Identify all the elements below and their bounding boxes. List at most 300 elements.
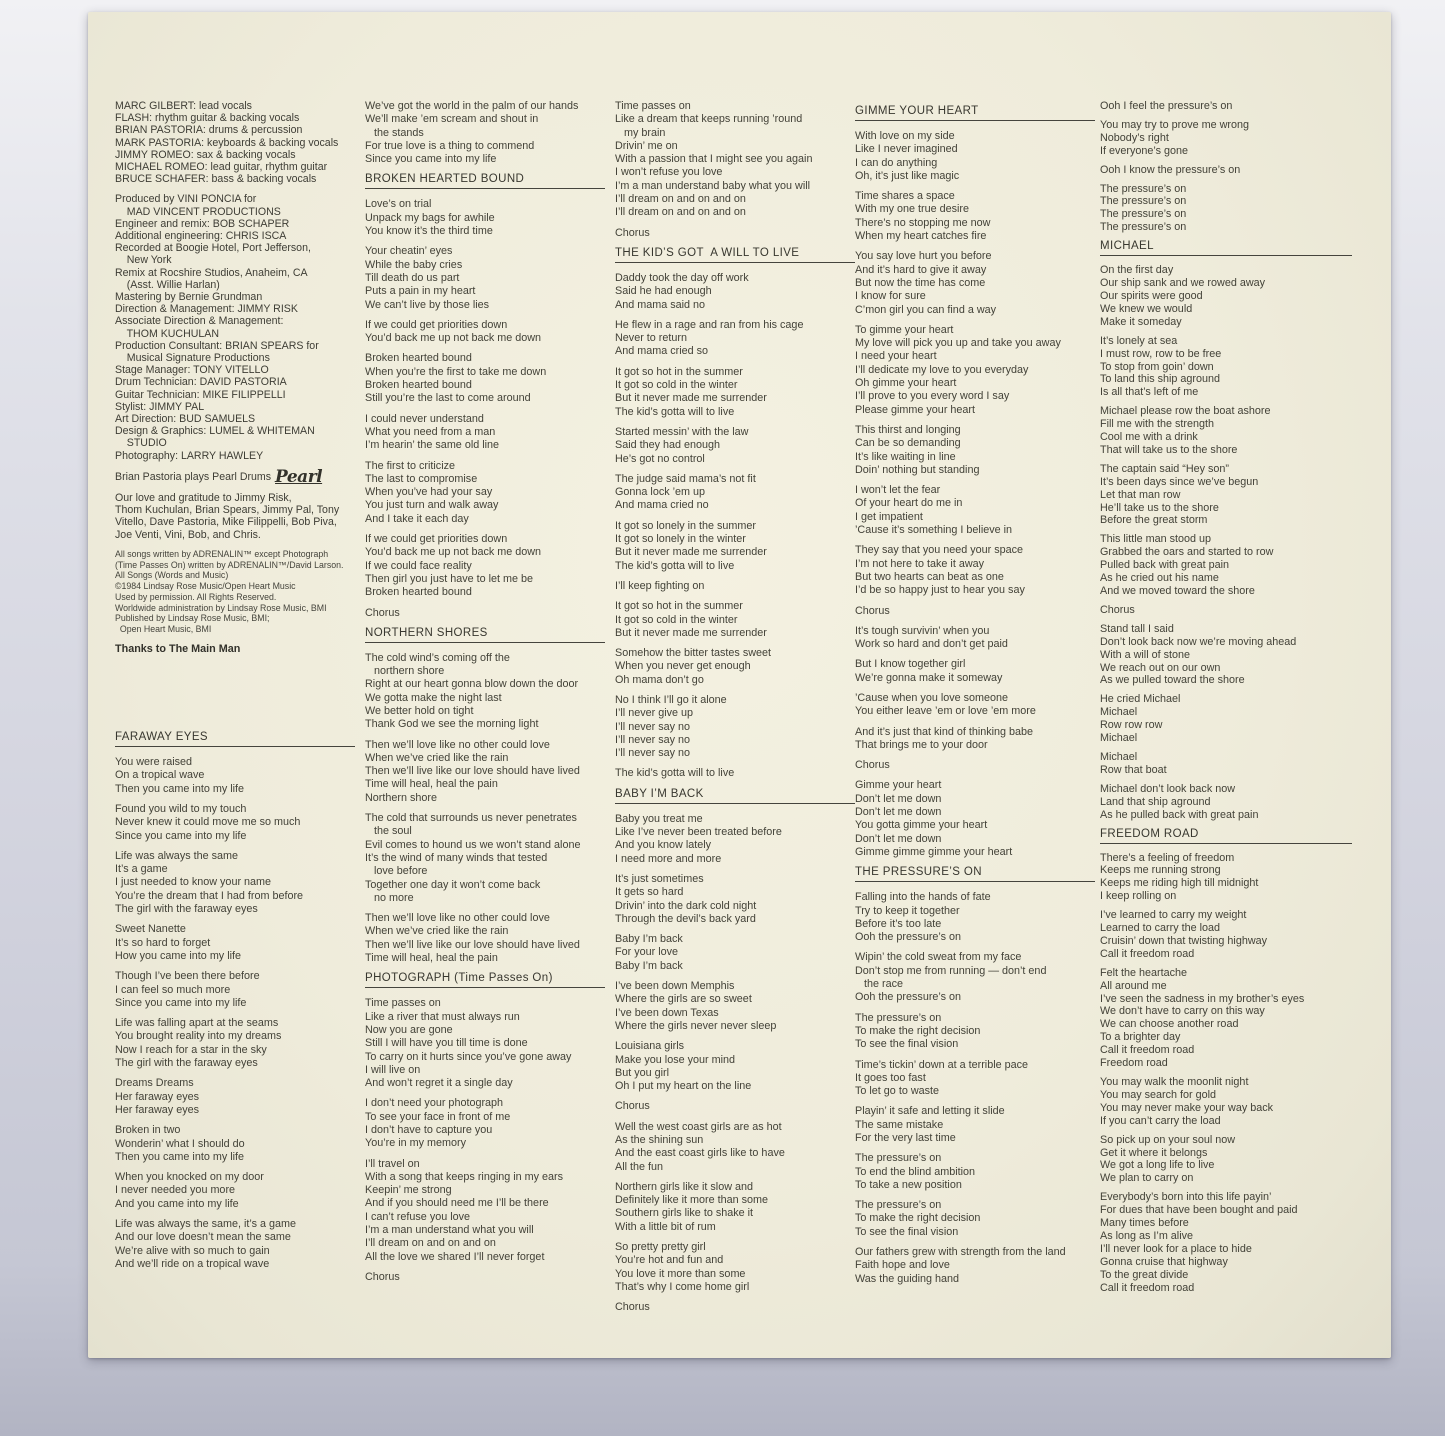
lyric-stanza: [115, 1124, 355, 1164]
lyric-line: Since you came into my life: [115, 829, 247, 842]
lyric-line: Our fathers grew with strength from the land: [855, 1246, 1066, 1259]
lyric-line: And the east coast girls like to have: [615, 1147, 785, 1160]
lyric-line: Her faraway eyes: [115, 1103, 200, 1116]
credit-line: All songs written by ADRENALIN™ except Photograph: [115, 548, 329, 559]
lyric-line: Don’t let me down: [855, 832, 942, 845]
lyric-line: Make it someday: [1100, 315, 1182, 328]
lyric-line: The cold wind’s coming off the: [365, 651, 510, 664]
lyric-line: It got so lonely in the summer: [615, 519, 757, 532]
lyric-line: Then you came into my life: [115, 782, 245, 795]
lyric-stanza: [615, 520, 855, 573]
lyric-line: I get impatient: [855, 510, 923, 523]
lyric-line: Felt the heartache: [1100, 966, 1188, 979]
credit-line: (Asst. Willie Harlan): [115, 278, 220, 291]
lyric-stanza: [1100, 335, 1352, 400]
lyric-stanza: [1100, 852, 1352, 904]
lyric-line: Time will heal, heal the pain: [365, 778, 498, 791]
lyric-line: We got a long life to live: [1100, 1159, 1215, 1172]
lyric-stanza: [115, 1017, 355, 1070]
copyright-block: [115, 549, 355, 635]
lyric-line: I can’t refuse you love: [365, 1210, 471, 1223]
lyric-line: The same mistake: [855, 1118, 944, 1131]
lyric-line: The cold that surrounds us never penetrates: [365, 812, 577, 825]
lyric-line: Gimme your heart: [855, 779, 942, 792]
lyric-line: To make the right decision: [855, 1212, 981, 1225]
lyric-line: Of your heart do me in: [855, 497, 963, 510]
lyric-line: I’ve seen the sadness in my brother’s eyes: [1100, 992, 1305, 1005]
lyric-line: When you’re the first to take me down: [365, 365, 547, 378]
lyric-line: The judge said mama’s not fit: [615, 472, 756, 485]
lyric-line: As he cried out his name: [1100, 572, 1219, 585]
lyric-line: the race: [855, 978, 904, 991]
credit-line: Drum Technician: DAVID PASTORIA: [115, 376, 287, 389]
lyric-line: I’ll dedicate my love to you everyday: [855, 363, 1029, 376]
lyric-stanza: [855, 250, 1095, 316]
lyric-line: It goes too fast: [855, 1071, 926, 1084]
lyric-line: I’m hearin’ the same old line: [365, 439, 500, 452]
lyric-line: Now you are gone: [365, 1023, 453, 1036]
lyric-line: The girl with the faraway eyes: [115, 903, 258, 916]
song-title: BROKEN HEARTED BOUND: [365, 173, 605, 189]
lyric-line: Michael: [1100, 750, 1138, 763]
lyric-stanza: [615, 813, 855, 866]
lyric-line: As we pulled toward the shore: [1100, 674, 1245, 687]
lyric-stanza: [855, 692, 1095, 719]
lyric-stanza: [855, 130, 1095, 183]
credit-line: Remix at Rocshire Studios, Anaheim, CA: [115, 266, 308, 279]
lyric-line: Though I’ve been there before: [115, 970, 260, 983]
credit-line: Worldwide administration by Lindsay Rose Music, BMI: [115, 602, 327, 613]
lyric-line: You just turn and walk away: [365, 499, 499, 512]
credit-line: Stylist: JIMMY PAL: [115, 400, 205, 413]
lyric-stanza: [115, 923, 355, 963]
lyric-line: That’s why I come home girl: [615, 1280, 750, 1293]
lyric-line: love before: [365, 865, 428, 878]
lyric-line: You’re in my memory: [365, 1137, 467, 1150]
lyric-stanza: [855, 190, 1095, 243]
lyric-line: He flew in a rage and ran from his cage: [615, 318, 804, 331]
lyric-stanza: [855, 1059, 1095, 1099]
lyric-line: You may search for gold: [1100, 1088, 1217, 1101]
lyric-stanza: [615, 272, 855, 312]
lyric-line: On a tropical wave: [115, 769, 205, 782]
lyric-line: But now the time has come: [855, 276, 986, 289]
lyric-stanza: [365, 739, 605, 805]
lyric-line: I’ll keep fighting on: [615, 579, 705, 592]
lyric-stanza: [365, 812, 605, 905]
lyric-line: He cried Michael: [1100, 693, 1181, 706]
lyric-line: That brings me to your door: [855, 738, 988, 751]
lyric-line: You’d back me up not back me down: [365, 546, 542, 559]
lyric-line: Faith hope and love: [855, 1259, 950, 1272]
credit-line: THOM KUCHULAN: [115, 327, 219, 340]
lyric-line: The pressure’s on: [1100, 182, 1187, 195]
lyric-line: With my one true desire: [855, 203, 970, 216]
lyric-line: I’ve been down Texas: [615, 1006, 719, 1019]
lyric-line: The kid’s gotta will to live: [615, 405, 735, 418]
lyric-line: Baby I’m back: [615, 959, 683, 972]
lyric-stanza: [615, 933, 855, 973]
lyric-stanza: [855, 1152, 1095, 1192]
lyric-line: And mama cried so: [615, 345, 709, 358]
lyric-line: And won’t regret it a single day: [365, 1077, 513, 1090]
lyric-line: Oh I put my heart on the line: [615, 1080, 752, 1093]
lyric-line: Found you wild to my touch: [115, 802, 247, 815]
lyric-line: Northern shore: [365, 791, 438, 804]
lyric-line: Love’s on trial: [365, 198, 432, 211]
lyric-line: All the love we shared I’ll never forget: [365, 1250, 545, 1263]
lyric-line: And mama said no: [615, 298, 706, 311]
lyric-line: We don’t have to carry on this way: [1100, 1005, 1265, 1018]
credit-line: BRIAN PASTORIA: drums & percussion: [115, 124, 303, 137]
lyric-stanza: [615, 767, 855, 780]
lyric-stanza: [615, 1181, 855, 1234]
lyric-line: I’d be so happy just to hear you say: [855, 584, 1025, 597]
song-title: FREEDOM ROAD: [1100, 828, 1352, 844]
lyric-line: Ooh the pressure’s on: [855, 991, 962, 1004]
credit-line: STUDIO: [115, 437, 167, 450]
lyric-line: For your love: [615, 946, 679, 959]
lyric-line: As the shining sun: [615, 1134, 704, 1146]
lyric-stanza: [1100, 183, 1352, 235]
lyric-line: my brain: [615, 126, 666, 139]
lyric-line: I must row, row to be free: [1100, 347, 1222, 360]
lyric-stanza: [365, 533, 605, 599]
lyric-stanza: [855, 759, 1095, 772]
lyric-column: [615, 100, 855, 1344]
lyric-line: I could never understand: [365, 412, 484, 425]
lyric-line: We knew we would: [1100, 302, 1193, 315]
lyric-line: Life was always the same, it’s a game: [115, 1217, 297, 1230]
lyric-line: The kid’s gotta will to live: [615, 559, 735, 572]
credit-line: (Time Passes On) written by ADRENALIN™/David Larson.: [115, 559, 344, 570]
lyric-line: With a passion that I might see you again: [615, 153, 813, 166]
lyric-line: Michael: [1100, 732, 1138, 745]
lyric-line: But you girl: [615, 1066, 670, 1079]
lyric-line: As he pulled back with great pain: [1100, 808, 1259, 821]
lyric-line: With love on my side: [855, 130, 955, 142]
lyric-stanza: [615, 227, 855, 240]
lyric-line: To stop from goin’ down: [1100, 360, 1214, 373]
lyric-line: There’s no stopping me now: [855, 216, 991, 229]
lyric-line: To let go to waste: [855, 1085, 940, 1098]
lyric-line: To end the blind ambition: [855, 1165, 976, 1178]
lyric-stanza: [615, 600, 855, 640]
lyric-line: And you came into my life: [115, 1197, 239, 1210]
lyric-line: You’re the dream that I had from before: [115, 889, 304, 902]
lyric-stanza: [365, 352, 605, 405]
lyric-stanza: [365, 100, 605, 166]
credit-line: Photography: LARRY HAWLEY: [115, 449, 264, 462]
lyric-stanza: [1100, 533, 1352, 598]
lyric-line: Thank God we see the morning light: [365, 718, 539, 731]
lyric-line: Row row row: [1100, 719, 1163, 732]
spacer: [115, 664, 355, 726]
lyric-line: Wipin’ the cold sweat from my face: [855, 951, 1022, 964]
lyric-line: The first to criticize: [365, 459, 455, 472]
lyric-line: And if you should need me I’ll be there: [365, 1197, 549, 1210]
lyric-line: Michael don’t look back now: [1100, 782, 1236, 795]
lyric-line: This thirst and longing: [855, 423, 961, 436]
lyric-stanza: [615, 366, 855, 419]
lyric-line: I keep rolling on: [1100, 890, 1177, 903]
lyric-line: Time will heal, heal the pain: [365, 952, 498, 965]
lyric-stanza: [615, 100, 855, 220]
lyric-line: Life was always the same: [115, 849, 239, 862]
lyric-line: You may never make your way back: [1100, 1101, 1274, 1114]
credit-line: MARK PASTORIA: keyboards & backing vocals: [115, 136, 339, 149]
lyric-line: Together one day it won’t come back: [365, 878, 541, 891]
lyric-stanza: [615, 873, 855, 926]
lyric-line: To gimme your heart: [855, 323, 954, 336]
lyric-stanza: [1100, 623, 1352, 688]
lyric-line: Michael please row the boat ashore: [1100, 405, 1271, 418]
lyric-line: Was the guiding hand: [855, 1272, 960, 1285]
lyric-line: It’s just sometimes: [615, 872, 704, 885]
lyric-line: Get it where it belongs: [1100, 1146, 1208, 1159]
credit-line: Additional engineering: CHRIS ISCA: [115, 230, 287, 243]
lyric-line: Since you came into my life: [365, 153, 497, 166]
lyric-line: Stand tall I said: [1100, 622, 1174, 635]
lyric-line: Then we’ll live like our love should have lived: [365, 765, 580, 778]
lyric-stanza: [1100, 100, 1352, 113]
lyric-line: As long as I’m alive: [1100, 1229, 1194, 1242]
lyric-line: I can do anything: [855, 156, 938, 169]
lyric-line: Like a river that must always run: [365, 1010, 520, 1023]
lyric-line: Try to keep it together: [855, 904, 960, 917]
credit-line: MAD VINCENT PRODUCTIONS: [115, 205, 281, 218]
lyric-line: You know it’s the third time: [365, 225, 493, 238]
lyric-line: For dues that have been bought and paid: [1100, 1204, 1298, 1217]
lyric-stanza: [855, 625, 1095, 652]
lyric-line: Then you came into my life: [115, 1150, 245, 1163]
lyric-line: You’d back me up not back me down: [365, 332, 542, 345]
lyric-line: Time’s tickin’ down at a terrible pace: [855, 1058, 1029, 1071]
credit-line: Thom Kuchulan, Brian Spears, Jimmy Pal, Tony: [115, 504, 340, 517]
lyric-line: Broken hearted bound: [365, 352, 472, 365]
credit-line: Joe Venti, Vini, Bob, and Chris.: [115, 528, 261, 541]
lyric-line: You’re hot and fun and: [615, 1254, 724, 1267]
credit-line: Guitar Technician: MIKE FILIPPELLI: [115, 388, 286, 401]
lyric-line: When you’ve had your say: [365, 486, 493, 499]
lyric-line: Then we’ll love like no other could love: [365, 912, 550, 925]
lyric-line: And you know lately: [615, 839, 712, 852]
lyric-line: Is all that’s left of me: [1100, 386, 1199, 399]
credit-line: Stage Manager: TONY VITELLO: [115, 364, 269, 377]
lyric-line: To a brighter day: [1100, 1031, 1181, 1044]
lyric-line: Chorus: [855, 604, 890, 617]
lyric-line: To make the right decision: [855, 1024, 981, 1037]
credit-line: Recorded at Boogie Hotel, Port Jefferson,: [115, 242, 311, 255]
lyric-line: Gimme gimme gimme your heart: [855, 845, 1013, 858]
credits-block: [115, 193, 355, 461]
lyric-line: Baby you treat me: [615, 812, 703, 825]
lyric-line: With a will of stone: [1100, 648, 1191, 661]
lyric-line: He’ll take us to the shore: [1100, 501, 1219, 514]
song-title: GIMME YOUR HEART: [855, 105, 1095, 121]
lyric-line: We can’t live by those lies: [365, 298, 490, 311]
lyric-line: To take a new position: [855, 1178, 962, 1191]
lyric-column: [1100, 100, 1352, 1344]
lyric-line: Gonna cruise that highway: [1100, 1255, 1228, 1268]
lyric-line: Freedom road: [1100, 1057, 1168, 1070]
lyric-line: On the first day: [1100, 264, 1174, 277]
lyric-line: Wonderin’ what I should do: [115, 1137, 245, 1150]
lyric-line: the soul: [365, 825, 412, 838]
lyric-line: But it never made me surrender: [615, 546, 767, 559]
lyric-line: Then we’ll love like no other could love: [365, 738, 550, 751]
lyric-line: I’ll dream on and on and on: [365, 1237, 496, 1250]
lyric-line: We gotta make the night last: [365, 691, 502, 704]
lyric-line: Call it freedom road: [1100, 1044, 1195, 1057]
lyric-stanza: [855, 544, 1095, 597]
lyric-line: Unpack my bags for awhile: [365, 211, 495, 224]
lyric-line: Fill me with the strength: [1100, 418, 1215, 431]
lyric-line: Right at our heart gonna blow down the door: [365, 678, 579, 691]
lyric-stanza: [365, 912, 605, 965]
lyric-line: Learned to carry the load: [1100, 922, 1221, 935]
lyric-line: It’s lonely at sea: [1100, 334, 1178, 347]
lyric-line: But I know together girl: [855, 658, 966, 671]
lyric-line: If everyone’s gone: [1100, 144, 1189, 157]
lyric-line: northern shore: [365, 665, 445, 678]
lyric-line: no more: [365, 891, 414, 904]
lyric-line: When you knocked on my door: [115, 1171, 264, 1184]
lyric-line: Where the girls never never sleep: [615, 1019, 777, 1032]
lyric-line: Like I’ve never been treated before: [615, 826, 782, 839]
credit-line: Our love and gratitude to Jimmy Risk,: [115, 491, 292, 504]
lyric-line: We plan to carry on: [1100, 1172, 1194, 1185]
lyric-line: You gotta gimme your heart: [855, 819, 988, 832]
lyric-line: I know for sure: [855, 290, 926, 303]
song-title: NORTHERN SHORES: [365, 627, 605, 643]
lyric-line: We’ve got the world in the palm of our hands: [365, 100, 579, 112]
lyric-line: Still I will have you till time is done: [365, 1037, 528, 1050]
lyric-line: When you never get enough: [615, 660, 751, 673]
lyric-line: Ooh the pressure’s on: [855, 931, 962, 944]
lyric-line: The captain said “Hey son”: [1100, 462, 1230, 475]
lyric-line: Evil comes to hound us we won’t stand alone: [365, 838, 581, 851]
lyric-line: ’Cause it’s something I believe in: [855, 524, 1013, 537]
lyric-line: Let that man row: [1100, 488, 1181, 501]
lyric-line: All the fun: [615, 1160, 664, 1173]
lyric-column: [115, 100, 355, 1344]
lyric-line: Louisiana girls: [615, 1040, 685, 1053]
lyric-line: Many times before: [1100, 1217, 1189, 1230]
lyric-line: It’s like waiting in line: [855, 450, 956, 463]
credit-line: MARC GILBERT: lead vocals: [115, 100, 252, 112]
credit-line: Direction & Management: JIMMY RISK: [115, 303, 298, 316]
lyric-line: Time shares a space: [855, 190, 955, 203]
lyric-line: Land that ship aground: [1100, 795, 1211, 808]
lyric-line: Can be so demanding: [855, 437, 961, 450]
lyric-line: I can feel so much more: [115, 983, 231, 996]
lyric-stanza: [1100, 264, 1352, 329]
lyric-line: I don’t have to capture you: [365, 1124, 493, 1136]
credit-line: FLASH: rhythm guitar & backing vocals: [115, 112, 300, 125]
lyric-line: The girl with the faraway eyes: [115, 1057, 258, 1070]
credit-line: BRUCE SCHAFER: bass & backing vocals: [115, 173, 317, 186]
lyric-line: It got so hot in the summer: [615, 600, 743, 613]
lyric-line: Her faraway eyes: [115, 1090, 200, 1103]
lyric-line: Baby I’m back: [615, 933, 683, 946]
lyric-line: Till death do us part: [365, 271, 460, 284]
lyric-stanza: [365, 607, 605, 620]
lyric-line: They say that you need your space: [855, 544, 1024, 557]
lyric-line: Cruisin’ down that twisting highway: [1100, 934, 1268, 947]
lyric-line: The pressure’s on: [1100, 208, 1187, 221]
credit-line: Brian Pastoria plays Pearl Drums: [115, 470, 272, 483]
lyric-line: I’ll never say no: [615, 720, 691, 733]
lyric-line: My love will pick you up and take you away: [855, 337, 1061, 350]
lyric-line: And it’s hard to give it away: [855, 263, 987, 276]
lyric-line: You were raised: [115, 756, 193, 769]
lyric-line: If you can’t carry the load: [1100, 1114, 1221, 1127]
lyric-line: There’s a feeling of freedom: [1100, 851, 1235, 864]
pearl-drums-credit: [115, 466, 355, 487]
credit-line: All Songs (Words and Music): [115, 570, 229, 581]
lyric-line: I’ll never say no: [615, 733, 691, 746]
lyric-stanza: [615, 647, 855, 687]
lyric-line: Ooh I feel the pressure’s on: [1100, 100, 1233, 112]
song-title: THE PRESSURE’S ON: [855, 866, 1095, 882]
lyric-line: So pick up on your soul now: [1100, 1133, 1236, 1146]
lyric-line: Make you lose your mind: [615, 1053, 736, 1066]
lyric-stanza: [365, 1097, 605, 1150]
lyric-line: Now I reach for a star in the sky: [115, 1043, 267, 1056]
credit-line: MICHAEL ROMEO: lead guitar, rhythm guitar: [115, 161, 328, 174]
credit-line: Open Heart Music, BMI: [115, 624, 212, 635]
lyric-line: Keeps me riding high till midnight: [1100, 877, 1259, 890]
lyric-line: Chorus: [365, 1270, 400, 1283]
lyric-line: It gets so hard: [615, 886, 684, 899]
lyric-stanza: [855, 605, 1095, 618]
lyric-line: I’ll travel on: [365, 1157, 420, 1170]
lyric-stanza: [615, 580, 855, 593]
lyric-line: Like a dream that keeps running ’round: [615, 113, 803, 126]
lyric-line: And I take it each day: [365, 512, 469, 525]
lyric-line: Our ship sank and we rowed away: [1100, 277, 1266, 290]
lyric-line: We’re gonna make it someway: [855, 671, 1003, 684]
lyric-line: Gonna lock ’em up: [615, 486, 706, 499]
song-title: FARAWAY EYES: [115, 731, 355, 747]
lyric-line: Through the devil’s back yard: [615, 912, 756, 925]
lyric-line: It’s a game: [115, 863, 168, 876]
lyric-line: And we moved toward the shore: [1100, 585, 1255, 597]
lyric-line: Keepin’ me strong: [365, 1184, 452, 1197]
lyric-line: I’m not here to take it away: [855, 557, 985, 570]
lyric-sheet: [88, 12, 1391, 1358]
lyric-line: Don’t let me down: [855, 806, 942, 819]
lyric-stanza: [615, 1100, 855, 1113]
lyric-line: Time passes on: [365, 997, 441, 1010]
lyric-line: Row that boat: [1100, 763, 1167, 776]
lyric-stanza: [1100, 164, 1352, 177]
credit-line: Musical Signature Productions: [115, 352, 270, 365]
lyric-line: Playin’ it safe and letting it slide: [855, 1105, 1005, 1118]
lyric-line: I won’t refuse you love: [615, 166, 723, 179]
lyric-line: Chorus: [615, 1301, 650, 1314]
lyric-line: Pulled back with great pain: [1100, 559, 1230, 572]
lyric-line: Then we’ll live like our love should have lived: [365, 938, 580, 951]
lyric-stanza: [115, 1218, 355, 1271]
lyric-line: Since you came into my life: [115, 996, 247, 1009]
lyric-stanza: [115, 970, 355, 1010]
lyric-stanza: [1100, 119, 1352, 158]
lyric-line: And mama cried no: [615, 499, 709, 512]
lyric-column: [855, 100, 1095, 1344]
lyric-line: ’Cause when you love someone: [855, 691, 1009, 704]
